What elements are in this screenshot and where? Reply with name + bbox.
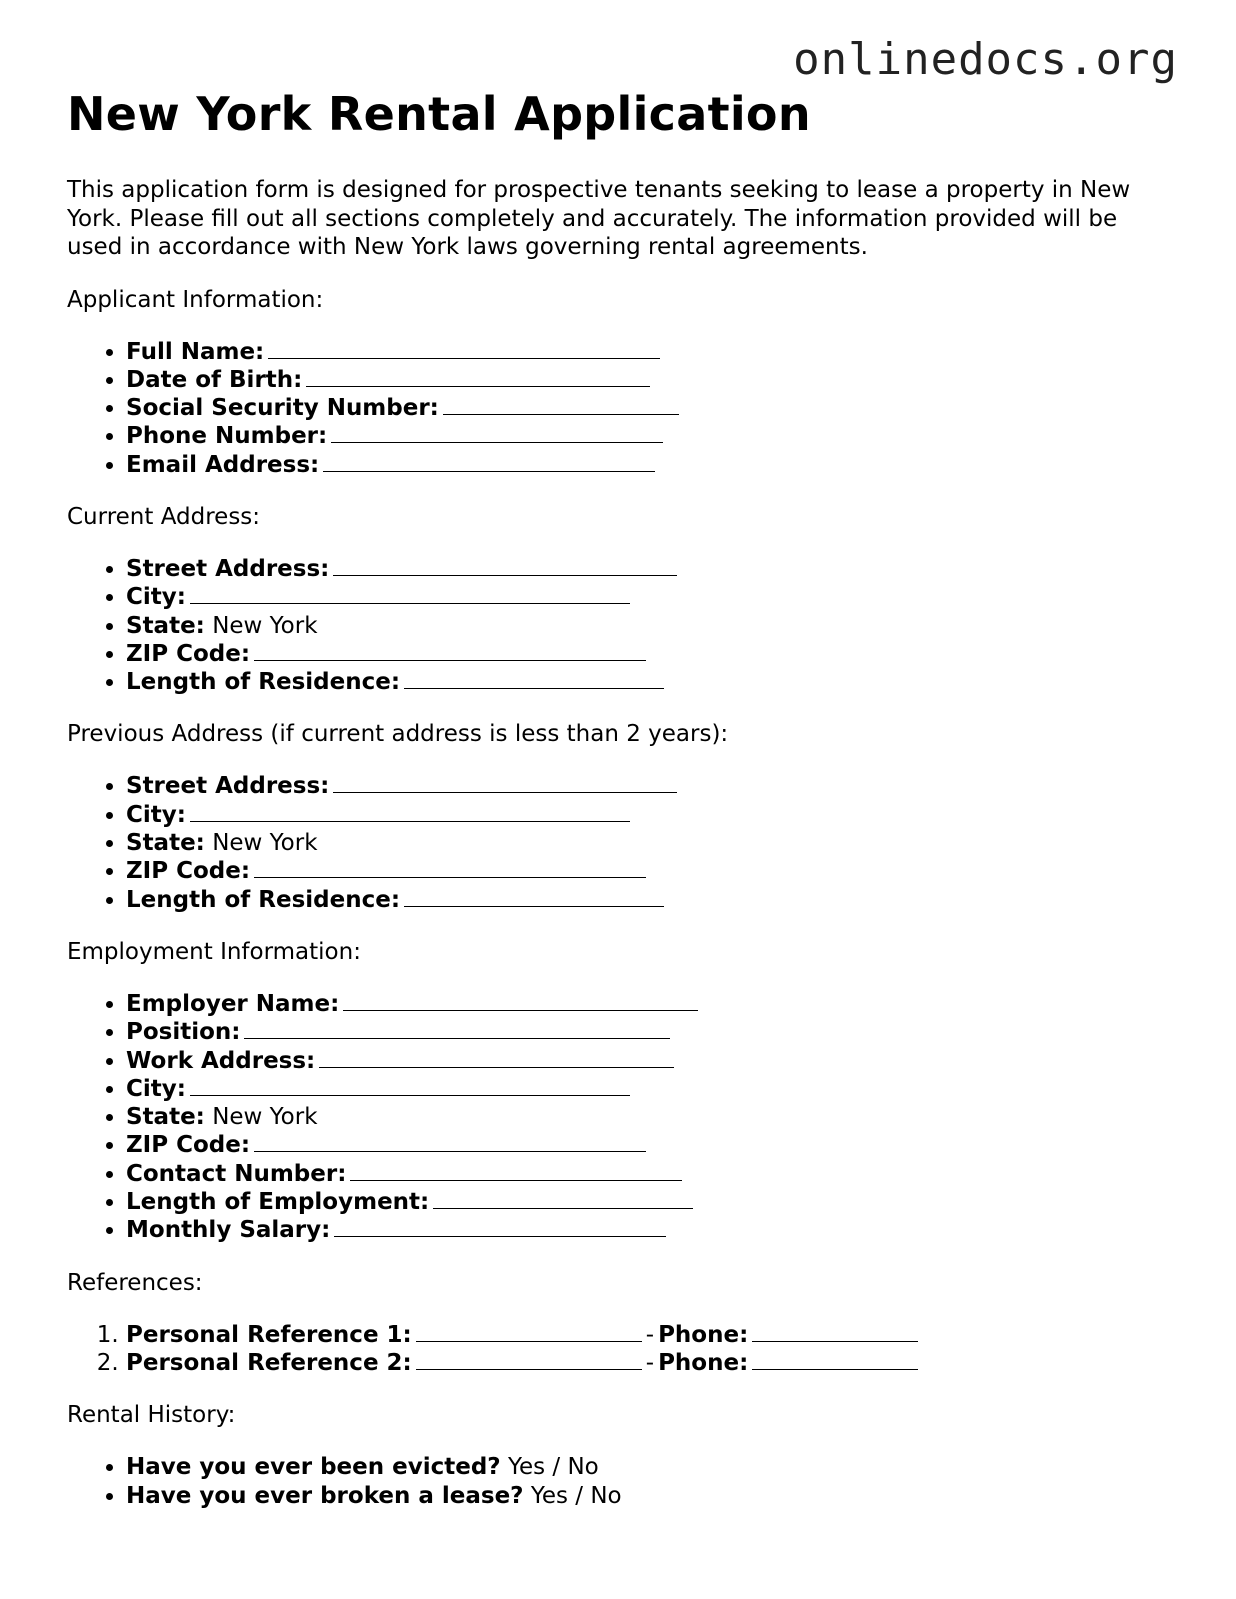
separator-dash: -: [645, 1321, 655, 1348]
yes-no-options[interactable]: Yes / No: [507, 1454, 599, 1481]
employment-list: [67, 990, 1177, 1245]
applicant-heading: Applicant Information:: [67, 286, 324, 313]
field-label: Length of Residence:: [126, 886, 401, 913]
rental-history-heading: Rental History:: [67, 1402, 236, 1429]
question-label: Have you ever been evicted?: [126, 1454, 501, 1481]
field-label: City:: [126, 1075, 186, 1102]
work-address-field[interactable]: [319, 1047, 674, 1068]
employer-name-field[interactable]: [343, 990, 698, 1011]
field-label: Employer Name:: [126, 990, 340, 1017]
references-heading: References:: [67, 1269, 203, 1296]
separator-dash: -: [645, 1349, 655, 1376]
state-value: New York: [212, 830, 318, 857]
current-address-list: [67, 555, 1177, 696]
document: [67, 86, 1177, 1510]
ssn-field[interactable]: [443, 394, 679, 415]
field-label: ZIP Code:: [126, 1132, 251, 1159]
list-item: [126, 555, 1177, 583]
current-city-field[interactable]: [190, 583, 630, 604]
list-item: [126, 1103, 1177, 1131]
list-item: [126, 583, 1177, 611]
watermark: onlinedocs.org: [793, 34, 1178, 85]
field-label: Contact Number:: [126, 1160, 347, 1187]
field-label: State:: [126, 612, 205, 639]
field-label: Street Address:: [126, 773, 330, 800]
list-item: [126, 1131, 1177, 1159]
list-item: [126, 640, 1177, 668]
previous-street-field[interactable]: [333, 772, 677, 793]
list-item: [126, 668, 1177, 696]
list-item: [126, 1047, 1177, 1075]
current-length-field[interactable]: [404, 668, 664, 689]
reference-2-phone-field[interactable]: [752, 1349, 918, 1370]
employment-length-field[interactable]: [433, 1188, 693, 1209]
applicant-list: [67, 338, 1177, 479]
field-label: Phone:: [658, 1349, 749, 1376]
date-of-birth-field[interactable]: [306, 366, 650, 387]
list-item: [126, 1216, 1177, 1244]
field-label: State:: [126, 1104, 205, 1131]
list-item: [126, 422, 1177, 450]
position-field[interactable]: [244, 1018, 670, 1039]
monthly-salary-field[interactable]: [334, 1216, 666, 1237]
list-item: [126, 366, 1177, 394]
list-item: [126, 1349, 1177, 1377]
field-label: ZIP Code:: [126, 640, 251, 667]
field-label: Monthly Salary:: [126, 1217, 331, 1244]
current-address-heading: Current Address:: [67, 503, 261, 530]
page-title: New York Rental Application: [67, 87, 811, 141]
list-item: [126, 1321, 1177, 1349]
field-label: Phone:: [658, 1321, 749, 1348]
employment-heading: Employment Information:: [67, 938, 361, 965]
list-item: [126, 1160, 1177, 1188]
field-label: Length of Employment:: [126, 1189, 430, 1216]
field-label: Personal Reference 2:: [126, 1349, 412, 1376]
list-item: [126, 1075, 1177, 1103]
field-label: Position:: [126, 1019, 241, 1046]
field-label: City:: [126, 584, 186, 611]
state-value: New York: [212, 1104, 318, 1131]
previous-address-list: [67, 772, 1177, 913]
reference-2-name-field[interactable]: [416, 1349, 642, 1370]
list-item: [126, 1188, 1177, 1216]
rental-history-list: [67, 1453, 1177, 1510]
previous-address-heading: Previous Address (if current address is less than 2 years):: [67, 721, 729, 748]
field-label: Full Name:: [126, 338, 265, 365]
references-list: [67, 1321, 1177, 1378]
list-item: [126, 1482, 1177, 1510]
field-label: Phone Number:: [126, 423, 328, 450]
list-item: [126, 1453, 1177, 1481]
field-label: Email Address:: [126, 451, 320, 478]
list-item: [126, 857, 1177, 885]
field-label: Social Security Number:: [126, 395, 439, 422]
state-value: New York: [212, 612, 318, 639]
list-item: [126, 394, 1177, 422]
field-label: Personal Reference 1:: [126, 1321, 412, 1348]
work-city-field[interactable]: [190, 1075, 630, 1096]
previous-length-field[interactable]: [404, 886, 664, 907]
phone-number-field[interactable]: [331, 422, 663, 443]
full-name-field[interactable]: [268, 338, 660, 359]
field-label: City:: [126, 801, 186, 828]
previous-city-field[interactable]: [190, 801, 630, 822]
list-item: [126, 451, 1177, 479]
list-item: [126, 612, 1177, 640]
field-label: ZIP Code:: [126, 858, 251, 885]
field-label: State:: [126, 830, 205, 857]
contact-number-field[interactable]: [350, 1160, 682, 1181]
list-item: [126, 829, 1177, 857]
intro-paragraph: This application form is designed for prospective tenants seeking to lease a property in New York. Please fill out all sections completely and accurately. The information provided will be used in accordance with New York laws governing rental agreements.: [67, 177, 1131, 260]
current-zip-field[interactable]: [254, 640, 646, 661]
reference-1-phone-field[interactable]: [752, 1321, 918, 1342]
list-item: [126, 338, 1177, 366]
list-item: [126, 990, 1177, 1018]
list-item: [126, 801, 1177, 829]
field-label: Work Address:: [126, 1047, 316, 1074]
current-street-field[interactable]: [333, 555, 677, 576]
previous-zip-field[interactable]: [254, 857, 646, 878]
field-label: Length of Residence:: [126, 669, 401, 696]
list-item: [126, 886, 1177, 914]
list-item: [126, 1018, 1177, 1046]
work-zip-field[interactable]: [254, 1131, 646, 1152]
yes-no-options[interactable]: Yes / No: [530, 1482, 622, 1509]
field-label: Date of Birth:: [126, 366, 303, 393]
email-field[interactable]: [323, 451, 655, 472]
field-label: Street Address:: [126, 555, 330, 582]
reference-1-name-field[interactable]: [416, 1321, 642, 1342]
list-item: [126, 772, 1177, 800]
question-label: Have you ever broken a lease?: [126, 1482, 524, 1509]
